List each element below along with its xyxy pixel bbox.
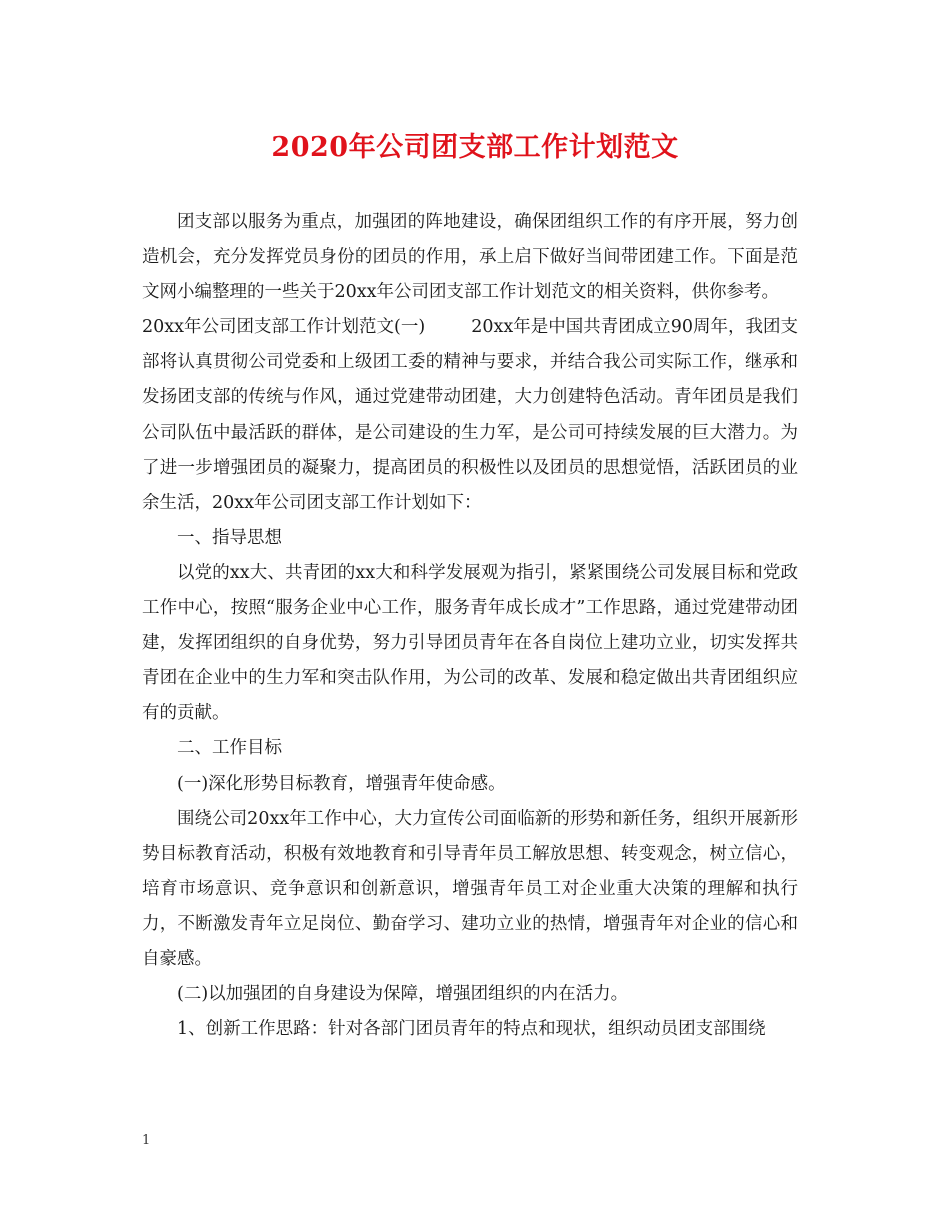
paragraph-plan-one-text: 20xx年是中国共青团成立90周年，我团支部将认真贯彻公司党委和上级团工委的精神与要求，并结合我公司实际工作，继承和发扬团支部的传统与作风，通过党建带动团建，大力创建特色活动。青年团员是我们公司队伍中最活跃的群体，是公司建设的生力军，是公司可持续发展的巨大潜力。为了进一步增强团员的凝聚力，提高团员的积极性以及团员的思想觉悟，活跃团员的业余生活，20xx年公司团支部工作计划如下： bbox=[142, 317, 798, 513]
paragraph-subheading-one: (一)深化形势目标教育，增强青年使命感。 bbox=[177, 773, 506, 794]
paragraph-item-one: 1、创新工作思路：针对各部门团员青年的特点和现状，组织动员团支部围绕 bbox=[177, 1019, 766, 1040]
paragraph-goal-one: 围绕公司20xx年工作中心，大力宣传公司面临新的形势和新任务，组织开展新形势目标教育活动，积极有效地教育和引导青年员工解放思想、转变观念，树立信心，培育市场意识、竞争意识和创新意识，增强青年员工对企业重大决策的理解和执行力，不断激发青年立足岗位、勤奋学习、建功立业的热情，增强青年对企业的信心和自豪感。 bbox=[142, 808, 798, 969]
page-number: 1 bbox=[142, 1133, 151, 1148]
paragraph-heading-guiding-thought: 一、指导思想 bbox=[177, 527, 282, 548]
paragraph-intro: 团支部以服务为重点，加强团的阵地建设，确保团组织工作的有序开展，努力创造机会，充分发挥党员身份的团员的作用，承上启下做好当间带团建工作。下面是范文网小编整理的一些关于20xx年公司团支部工作计划范文的相关资料，供你参考。 bbox=[142, 212, 798, 303]
document-title: 2020年公司团支部工作计划范文 bbox=[271, 132, 679, 163]
section-heading: 20xx年公司团支部工作计划范文(一) bbox=[142, 317, 426, 338]
paragraph-guiding-thought: 以党的xx大、共青团的xx大和科学发展观为指引，紧紧围绕公司发展目标和党政工作中心，按照“服务企业中心工作，服务青年成长成才”工作思路，通过党建带动团建，发挥团组织的自身优势，努力引导团员青年在各自岗位上建功立业，切实发挥共青团在企业中的生力军和突击队作用，为公司的改革、发展和稳定做出共青团组织应有的贡献。 bbox=[142, 562, 798, 724]
paragraph-subheading-two: (二)以加强团的自身建设为保障，增强团组织的内在活力。 bbox=[177, 984, 629, 1005]
paragraph-heading-work-goals: 二、工作目标 bbox=[177, 738, 282, 759]
paragraph-plan-one bbox=[142, 310, 798, 521]
document-body bbox=[142, 205, 798, 1047]
